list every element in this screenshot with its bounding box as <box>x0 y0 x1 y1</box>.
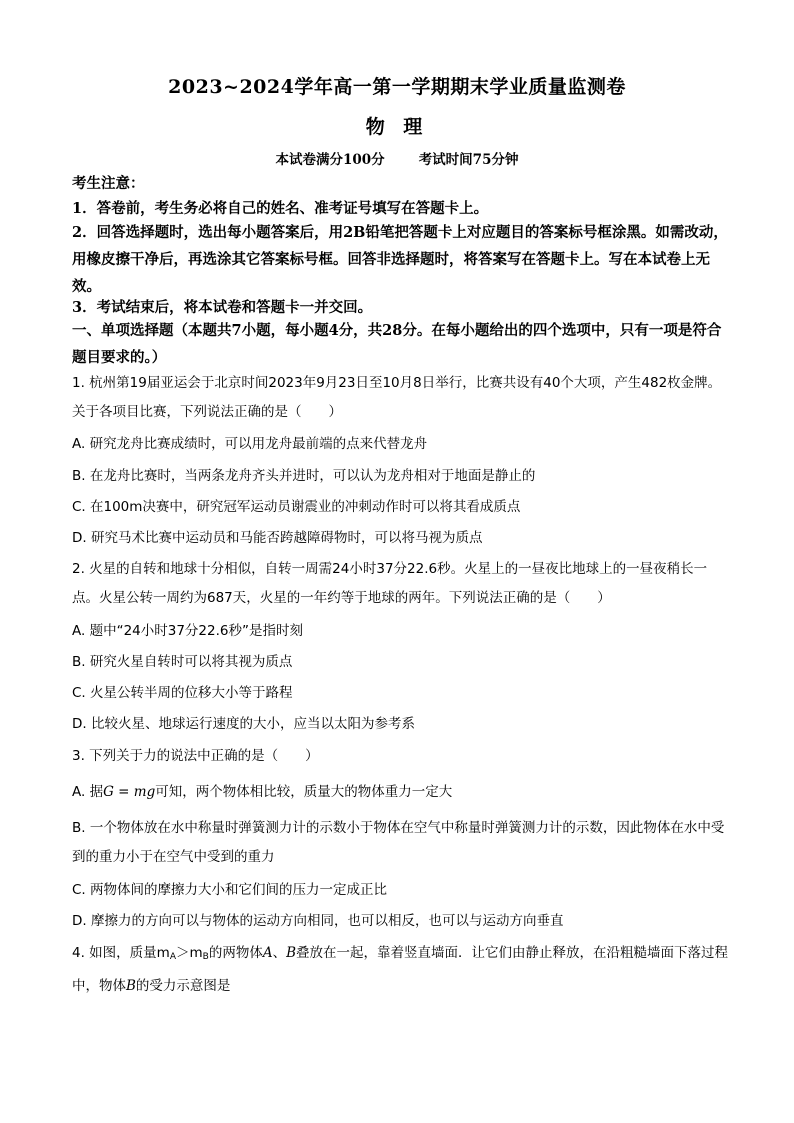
question-1-option-d: D. 研究马术比赛中运动员和马能否跨越障碍物时，可以将马视为质点 <box>72 530 483 546</box>
exam-title: 2023~2024学年高一第一学期期末学业质量监测卷 <box>168 76 626 98</box>
question-4-stem: 4. 如图，质量$m_A>m_B$的两物体A、B叠放在一起，靠着竖直墙面．让它们由静止释放，在沿粗糙墙面下落过程中，物体B的受力示意图是 <box>72 945 729 994</box>
question-2-option-b: B. 研究火星自转时可以将其视为质点 <box>72 654 293 670</box>
notice-item-2: 2．回答选择题时，选出每小题答案后，用2B铅笔把答题卡上对应题目的答案标号框涂黑。如需改动，用橡皮擦干净后，再选涂其它答案标号框。回答非选择题时，将答案写在答题卡上。写在本试卷上无效。 <box>72 224 728 295</box>
question-1-option-c: C. 在100m决赛中，研究冠军运动员谢震业的冲刺动作时可以将其看成质点 <box>72 499 521 515</box>
question-3-option-a <box>72 778 728 807</box>
question-3-option-d: D. 摩擦力的方向可以与物体的运动方向相同，也可以相反，也可以与运动方向垂直 <box>72 913 564 929</box>
gravity-formula: G = mg <box>103 784 156 800</box>
subject-title: 物 理 <box>365 116 429 138</box>
question-2-stem: 2. 火星的自转和地球十分相似，自转一周需24小时37分22.6秒。火星上的一昼夜比地球上的一昼夜稍长一点。火星公转一周约为687天，火星的一年约等于地球的两年。下列说法正确的是（ ） <box>72 561 708 606</box>
notice-item-3: 3．考试结束后，将本试卷和答题卡一并交回。 <box>72 299 373 316</box>
option-a-prefix: A. 据 <box>72 784 104 800</box>
question-3-stem: 3. 下列关于力的说法中正确的是（ ） <box>72 748 319 764</box>
question-3-option-b: B. 一个物体放在水中称量时弹簧测力计的示数小于物体在空气中称量时弹簧测力计的示数，因此物体在水中受到的重力小于在空气中受到的重力 <box>72 820 725 865</box>
question-1-stem: 1. 杭州第19届亚运会于北京时间2023年9月23日至10月8日举行，比赛共设有40个大项，产生482枚金牌。关于各项目比赛，下列说法正确的是（ ） <box>72 375 722 420</box>
question-2-option-c: C. 火星公转半周的位移大小等于路程 <box>72 685 293 701</box>
time-info: 考试时间75分钟 <box>418 152 519 168</box>
score-info: 本试卷满分100分 <box>275 152 385 168</box>
notice-heading: 考生注意： <box>72 175 145 192</box>
question-2-option-d: D. 比较火星、地球运行速度的大小，应当以太阳为参考系 <box>72 716 415 732</box>
question-1-option-a: A. 研究龙舟比赛成绩时，可以用龙舟最前端的点来代替龙舟 <box>72 436 428 452</box>
question-1-option-b: B. 在龙舟比赛时，当两条龙舟齐头并进时，可以认为龙舟相对于地面是静止的 <box>72 468 536 484</box>
exam-meta <box>0 148 794 168</box>
option-a-suffix: 可知，两个物体相比较，质量大的物体重力一定大 <box>155 784 453 800</box>
section-heading: 一、单项选择题（本题共7小题，每小题4分，共28分。在每小题给出的四个选项中，只有一项是符合题目要求的。） <box>72 322 722 366</box>
question-3-option-c: C. 两物体间的摩擦力大小和它们间的压力一定成正比 <box>72 882 388 898</box>
notice-item-1: 1．答卷前，考生务必将自己的姓名、准考证号填写在答题卡上。 <box>72 200 489 217</box>
question-2-option-a: A. 题中“24小时37分22.6秒”是指时刻 <box>72 623 303 639</box>
